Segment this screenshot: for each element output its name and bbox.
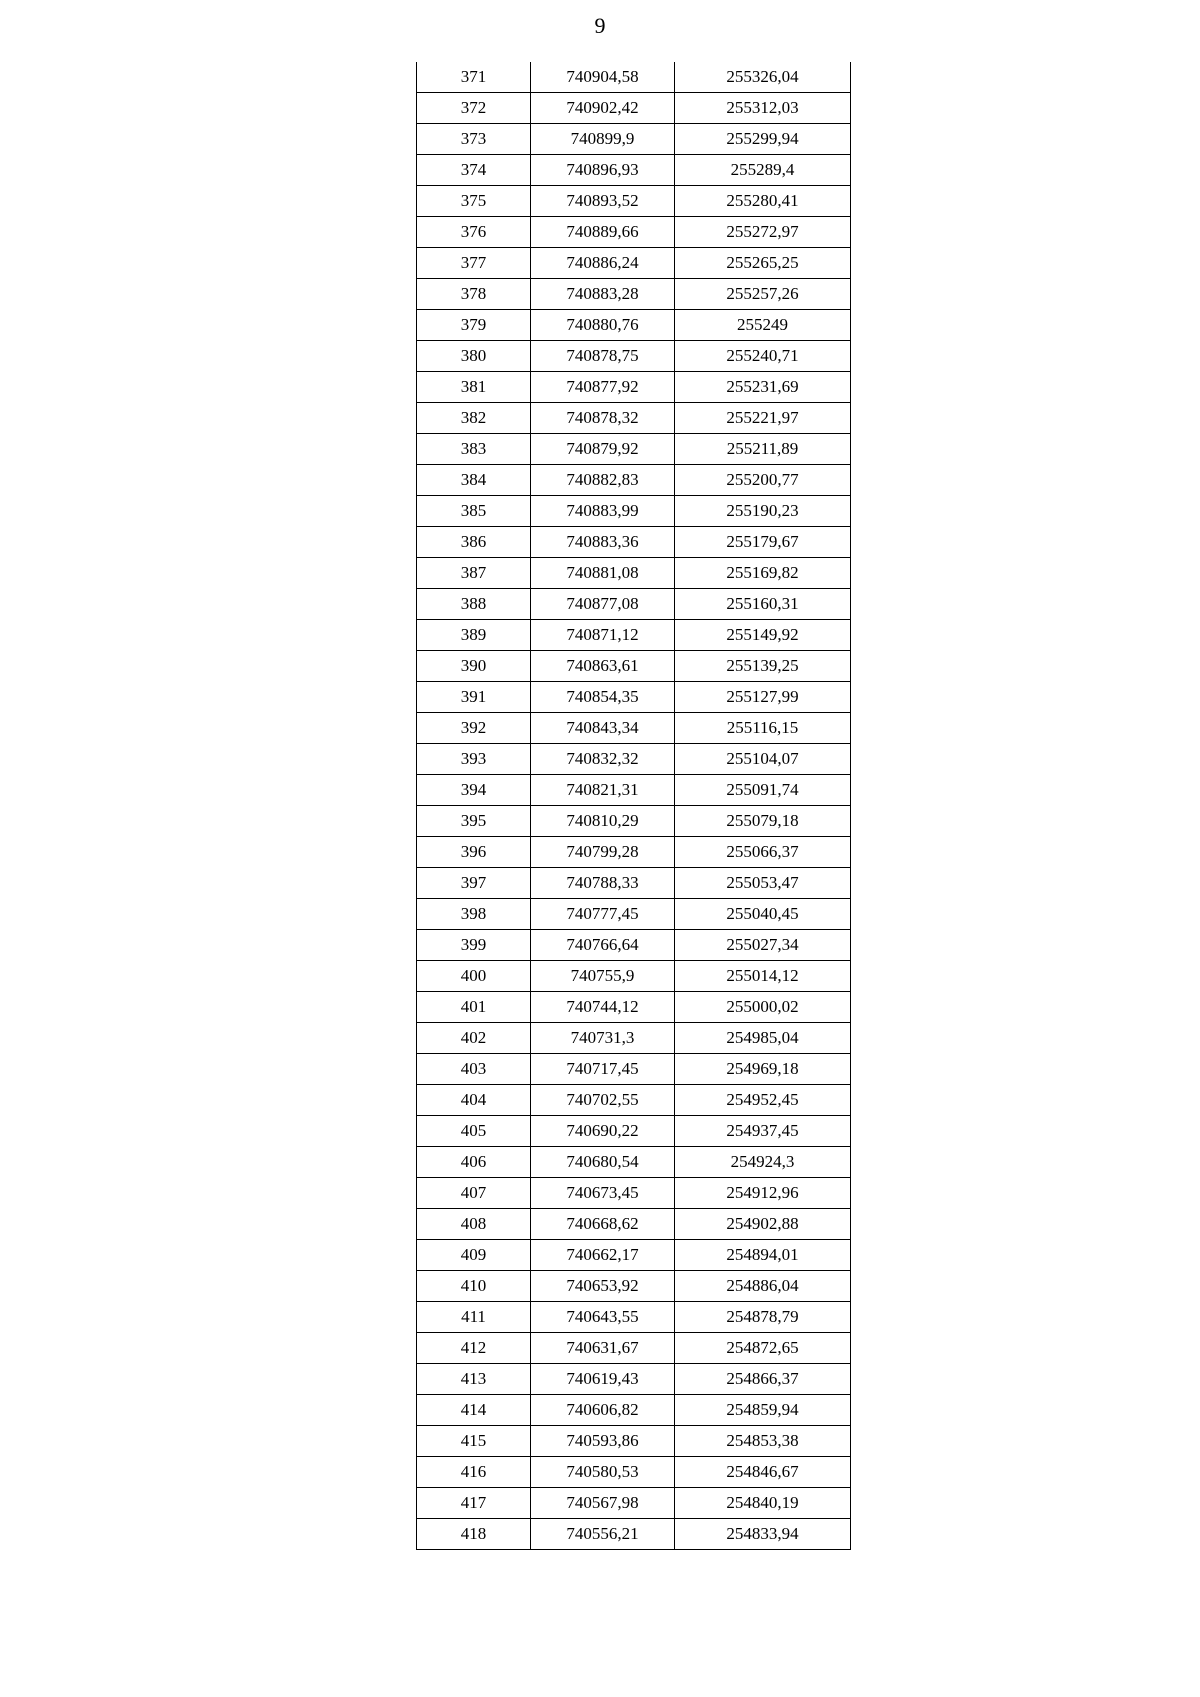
x-coordinate-cell: 740731,3: [531, 1023, 675, 1054]
point-number-cell: 403: [417, 1054, 531, 1085]
table-row: [417, 403, 851, 434]
x-coordinate-cell: 740889,66: [531, 217, 675, 248]
x-coordinate-cell: 740662,17: [531, 1240, 675, 1271]
table-row: [417, 1085, 851, 1116]
table-row: [417, 1333, 851, 1364]
x-coordinate-cell: 740878,32: [531, 403, 675, 434]
point-number-cell: 402: [417, 1023, 531, 1054]
table-row: [417, 1240, 851, 1271]
table-row: [417, 1302, 851, 1333]
y-coordinate-cell: 255240,71: [675, 341, 851, 372]
y-coordinate-cell: 255265,25: [675, 248, 851, 279]
table-row: [417, 682, 851, 713]
point-number-cell: 386: [417, 527, 531, 558]
table-row: [417, 124, 851, 155]
page-number: 9: [594, 13, 606, 38]
point-number-cell: 418: [417, 1519, 531, 1550]
point-number-cell: 387: [417, 558, 531, 589]
y-coordinate-cell: 254985,04: [675, 1023, 851, 1054]
x-coordinate-cell: 740880,76: [531, 310, 675, 341]
y-coordinate-cell: 255091,74: [675, 775, 851, 806]
x-coordinate-cell: 740799,28: [531, 837, 675, 868]
y-coordinate-cell: 254912,96: [675, 1178, 851, 1209]
x-coordinate-cell: 740899,9: [531, 124, 675, 155]
y-coordinate-cell: 254846,67: [675, 1457, 851, 1488]
y-coordinate-cell: 255014,12: [675, 961, 851, 992]
y-coordinate-cell: 255280,41: [675, 186, 851, 217]
point-number-cell: 415: [417, 1426, 531, 1457]
y-coordinate-cell: 255299,94: [675, 124, 851, 155]
point-number-cell: 399: [417, 930, 531, 961]
point-number-cell: 407: [417, 1178, 531, 1209]
x-coordinate-cell: 740883,99: [531, 496, 675, 527]
point-number-cell: 375: [417, 186, 531, 217]
table-row: [417, 1457, 851, 1488]
table-row: [417, 527, 851, 558]
coordinates-table-body: [417, 62, 851, 1550]
y-coordinate-cell: 255040,45: [675, 899, 851, 930]
table-row: [417, 868, 851, 899]
y-coordinate-cell: 254840,19: [675, 1488, 851, 1519]
x-coordinate-cell: 740871,12: [531, 620, 675, 651]
point-number-cell: 412: [417, 1333, 531, 1364]
table-row: [417, 961, 851, 992]
y-coordinate-cell: 254902,88: [675, 1209, 851, 1240]
point-number-cell: 416: [417, 1457, 531, 1488]
y-coordinate-cell: 255211,89: [675, 434, 851, 465]
y-coordinate-cell: 255289,4: [675, 155, 851, 186]
x-coordinate-cell: 740744,12: [531, 992, 675, 1023]
x-coordinate-cell: 740777,45: [531, 899, 675, 930]
table-row: [417, 992, 851, 1023]
point-number-cell: 408: [417, 1209, 531, 1240]
point-number-cell: 417: [417, 1488, 531, 1519]
point-number-cell: 391: [417, 682, 531, 713]
y-coordinate-cell: 255149,92: [675, 620, 851, 651]
table-row: [417, 1488, 851, 1519]
y-coordinate-cell: 254886,04: [675, 1271, 851, 1302]
y-coordinate-cell: 254894,01: [675, 1240, 851, 1271]
table-row: [417, 1178, 851, 1209]
point-number-cell: 384: [417, 465, 531, 496]
point-number-cell: 390: [417, 651, 531, 682]
y-coordinate-cell: 255116,15: [675, 713, 851, 744]
table-row: [417, 899, 851, 930]
table-row: [417, 496, 851, 527]
table-row: [417, 1395, 851, 1426]
table-row: [417, 1426, 851, 1457]
x-coordinate-cell: 740883,36: [531, 527, 675, 558]
point-number-cell: 397: [417, 868, 531, 899]
table-row: [417, 1271, 851, 1302]
x-coordinate-cell: 740896,93: [531, 155, 675, 186]
y-coordinate-cell: 254937,45: [675, 1116, 851, 1147]
point-number-cell: 409: [417, 1240, 531, 1271]
table-row: [417, 1364, 851, 1395]
point-number-cell: 398: [417, 899, 531, 930]
point-number-cell: 379: [417, 310, 531, 341]
x-coordinate-cell: 740854,35: [531, 682, 675, 713]
x-coordinate-cell: 740567,98: [531, 1488, 675, 1519]
table-row: [417, 217, 851, 248]
y-coordinate-cell: 255104,07: [675, 744, 851, 775]
x-coordinate-cell: 740668,62: [531, 1209, 675, 1240]
point-number-cell: 378: [417, 279, 531, 310]
point-number-cell: 382: [417, 403, 531, 434]
x-coordinate-cell: 740821,31: [531, 775, 675, 806]
x-coordinate-cell: 740690,22: [531, 1116, 675, 1147]
y-coordinate-cell: 254952,45: [675, 1085, 851, 1116]
table-row: [417, 744, 851, 775]
point-number-cell: 381: [417, 372, 531, 403]
x-coordinate-cell: 740631,67: [531, 1333, 675, 1364]
table-row: [417, 62, 851, 93]
point-number-cell: 404: [417, 1085, 531, 1116]
table-row: [417, 155, 851, 186]
y-coordinate-cell: 254878,79: [675, 1302, 851, 1333]
x-coordinate-cell: 740702,55: [531, 1085, 675, 1116]
point-number-cell: 374: [417, 155, 531, 186]
point-number-cell: 405: [417, 1116, 531, 1147]
x-coordinate-cell: 740766,64: [531, 930, 675, 961]
x-coordinate-cell: 740863,61: [531, 651, 675, 682]
table-row: [417, 589, 851, 620]
point-number-cell: 410: [417, 1271, 531, 1302]
table-row: [417, 837, 851, 868]
x-coordinate-cell: 740788,33: [531, 868, 675, 899]
point-number-cell: 401: [417, 992, 531, 1023]
point-number-cell: 400: [417, 961, 531, 992]
point-number-cell: 413: [417, 1364, 531, 1395]
y-coordinate-cell: 254924,3: [675, 1147, 851, 1178]
table-row: [417, 1023, 851, 1054]
x-coordinate-cell: 740556,21: [531, 1519, 675, 1550]
table-row: [417, 1147, 851, 1178]
x-coordinate-cell: 740643,55: [531, 1302, 675, 1333]
x-coordinate-cell: 740883,28: [531, 279, 675, 310]
table-row: [417, 186, 851, 217]
table-row: [417, 279, 851, 310]
table-row: [417, 651, 851, 682]
x-coordinate-cell: 740653,92: [531, 1271, 675, 1302]
y-coordinate-cell: 255190,23: [675, 496, 851, 527]
x-coordinate-cell: 740680,54: [531, 1147, 675, 1178]
table-row: [417, 310, 851, 341]
point-number-cell: 385: [417, 496, 531, 527]
table-row: [417, 248, 851, 279]
table-row: [417, 558, 851, 589]
y-coordinate-cell: 254833,94: [675, 1519, 851, 1550]
point-number-cell: 392: [417, 713, 531, 744]
x-coordinate-cell: 740893,52: [531, 186, 675, 217]
x-coordinate-cell: 740593,86: [531, 1426, 675, 1457]
table-row: [417, 620, 851, 651]
y-coordinate-cell: 255221,97: [675, 403, 851, 434]
point-number-cell: 380: [417, 341, 531, 372]
table-row: [417, 775, 851, 806]
point-number-cell: 393: [417, 744, 531, 775]
point-number-cell: 372: [417, 93, 531, 124]
x-coordinate-cell: 740673,45: [531, 1178, 675, 1209]
y-coordinate-cell: 255160,31: [675, 589, 851, 620]
table-row: [417, 1519, 851, 1550]
point-number-cell: 406: [417, 1147, 531, 1178]
x-coordinate-cell: 740877,08: [531, 589, 675, 620]
x-coordinate-cell: 740877,92: [531, 372, 675, 403]
point-number-cell: 377: [417, 248, 531, 279]
point-number-cell: 394: [417, 775, 531, 806]
x-coordinate-cell: 740717,45: [531, 1054, 675, 1085]
y-coordinate-cell: 255326,04: [675, 62, 851, 93]
x-coordinate-cell: 740886,24: [531, 248, 675, 279]
y-coordinate-cell: 255179,67: [675, 527, 851, 558]
x-coordinate-cell: 740879,92: [531, 434, 675, 465]
y-coordinate-cell: 254872,65: [675, 1333, 851, 1364]
point-number-cell: 414: [417, 1395, 531, 1426]
x-coordinate-cell: 740606,82: [531, 1395, 675, 1426]
point-number-cell: 395: [417, 806, 531, 837]
table-row: [417, 93, 851, 124]
table-row: [417, 1054, 851, 1085]
table-row: [417, 713, 851, 744]
x-coordinate-cell: 740580,53: [531, 1457, 675, 1488]
point-number-cell: 376: [417, 217, 531, 248]
coordinates-table: [416, 62, 851, 1550]
x-coordinate-cell: 740755,9: [531, 961, 675, 992]
x-coordinate-cell: 740902,42: [531, 93, 675, 124]
y-coordinate-cell: 255169,82: [675, 558, 851, 589]
point-number-cell: 411: [417, 1302, 531, 1333]
point-number-cell: 389: [417, 620, 531, 651]
y-coordinate-cell: 255272,97: [675, 217, 851, 248]
y-coordinate-cell: 255079,18: [675, 806, 851, 837]
y-coordinate-cell: 255053,47: [675, 868, 851, 899]
point-number-cell: 396: [417, 837, 531, 868]
table-row: [417, 465, 851, 496]
table-row: [417, 341, 851, 372]
table-row: [417, 434, 851, 465]
x-coordinate-cell: 740881,08: [531, 558, 675, 589]
table-row: [417, 1209, 851, 1240]
y-coordinate-cell: 255027,34: [675, 930, 851, 961]
x-coordinate-cell: 740882,83: [531, 465, 675, 496]
x-coordinate-cell: 740904,58: [531, 62, 675, 93]
point-number-cell: 371: [417, 62, 531, 93]
table-row: [417, 930, 851, 961]
point-number-cell: 383: [417, 434, 531, 465]
x-coordinate-cell: 740619,43: [531, 1364, 675, 1395]
y-coordinate-cell: 255231,69: [675, 372, 851, 403]
table-row: [417, 372, 851, 403]
point-number-cell: 388: [417, 589, 531, 620]
x-coordinate-cell: 740878,75: [531, 341, 675, 372]
y-coordinate-cell: 255139,25: [675, 651, 851, 682]
table-row: [417, 1116, 851, 1147]
y-coordinate-cell: 254859,94: [675, 1395, 851, 1426]
y-coordinate-cell: 254853,38: [675, 1426, 851, 1457]
y-coordinate-cell: 254866,37: [675, 1364, 851, 1395]
y-coordinate-cell: 255066,37: [675, 837, 851, 868]
x-coordinate-cell: 740843,34: [531, 713, 675, 744]
y-coordinate-cell: 255257,26: [675, 279, 851, 310]
y-coordinate-cell: 255000,02: [675, 992, 851, 1023]
point-number-cell: 373: [417, 124, 531, 155]
y-coordinate-cell: 254969,18: [675, 1054, 851, 1085]
y-coordinate-cell: 255127,99: [675, 682, 851, 713]
y-coordinate-cell: 255249: [675, 310, 851, 341]
y-coordinate-cell: 255312,03: [675, 93, 851, 124]
y-coordinate-cell: 255200,77: [675, 465, 851, 496]
x-coordinate-cell: 740810,29: [531, 806, 675, 837]
x-coordinate-cell: 740832,32: [531, 744, 675, 775]
table-row: [417, 806, 851, 837]
